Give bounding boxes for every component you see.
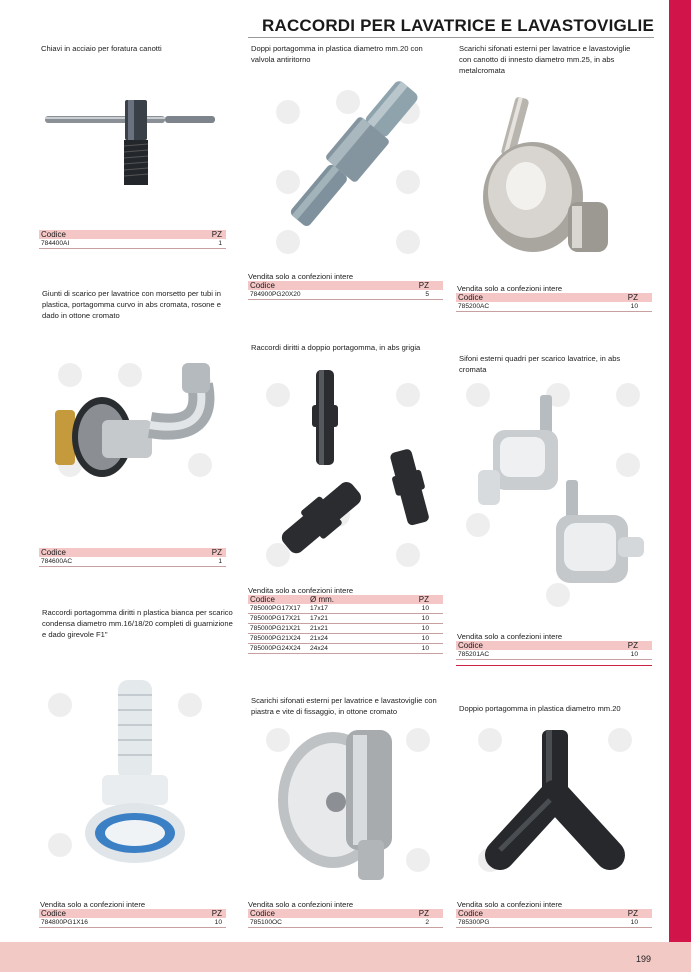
product-table-3: Codice PZ 785200AC 10: [456, 293, 652, 312]
table-row: 785100OC 2: [248, 918, 443, 928]
product-table-7: Codice PZ 784800PG1X16 10: [39, 909, 226, 928]
product-table-9: Codice PZ 785300PG 10: [456, 909, 652, 928]
product-description-8: Scarichi sifonati esterni per lavatrice e lavastoviglie con piastra e vite di fissaggio, in ottone cromato: [251, 696, 437, 716]
accent-side-bar: [669, 0, 691, 972]
col-header-pz: PZ: [163, 230, 226, 239]
table-row: 784900PG20X20 5: [248, 290, 443, 300]
straight-double-hose-fittings-image: [248, 365, 443, 575]
table-row: 785300PG 10: [456, 918, 652, 928]
page-title: RACCORDI PER LAVATRICE E LAVASTOVIGLIE: [261, 16, 654, 35]
vendita-note-5: Vendita solo a confezioni intere: [248, 586, 354, 595]
product-description-5: Raccordi diritti a doppio portagomma, in abs grigia: [251, 343, 421, 352]
double-hose-fitting-image: [248, 72, 443, 262]
vendita-note-9: Vendita solo a confezioni intere: [457, 900, 563, 909]
vendita-note-7: Vendita solo a confezioni intere: [40, 900, 146, 909]
title-divider: [248, 37, 654, 38]
product-table-2: Codice PZ 784900PG20X20 5: [248, 281, 443, 300]
product-description-6: Sifoni esterni quadri per scarico lavatrice, in abs cromata: [459, 354, 621, 374]
table-row: 784600AC 1: [39, 557, 226, 567]
col-header-codice: Codice: [39, 230, 163, 239]
product-table-4: Codice PZ 784600AC 1: [39, 548, 226, 567]
vendita-note-3: Vendita solo a confezioni intere: [457, 284, 563, 293]
table-row: 785000PG17X21 17x21 10: [248, 614, 443, 624]
table-row: 785000PG21X24 21x24 10: [248, 634, 443, 644]
vendita-note-8: Vendita solo a confezioni intere: [248, 900, 354, 909]
plate-siphon-image: [258, 720, 438, 885]
table-row: 785200AC 10: [456, 302, 652, 312]
footer-band: [0, 942, 691, 972]
table-rule: [456, 665, 652, 666]
table-row: 784800PG1X16 10: [39, 918, 226, 928]
product-table-1: [39, 230, 226, 249]
table-row: 785201AC 10: [456, 650, 652, 660]
siphon-drain-image: [458, 92, 653, 267]
washing-machine-elbow-image: [40, 355, 232, 490]
tap-key-image: [40, 90, 230, 200]
table-row: 784400AI 1: [39, 239, 226, 249]
square-siphon-image: [458, 375, 653, 615]
vendita-note-6: Vendita solo a confezioni intere: [457, 632, 563, 641]
product-description-7: Raccordi portagomma diritti n plastica bianca per scarico condensa diametro mm.16/18/20 completi di guarnizione e dado girevole F1": [42, 608, 233, 639]
table-row: 785000PG17X17 17x17 10: [248, 604, 443, 614]
product-description-4: Giunti di scarico per lavatrice con morsetto per tubi in plastica, portagomma curvo in abs cromata, rosone e dado in ottone cromato: [42, 289, 221, 320]
product-table-5: Codice Ø mm. PZ 785000PG17X17 17x17 10 785000PG17X21 17x21 10 785000PG21X21 21x21 10 785000PG21X24 21x24 10 785000PG24X24 24x24 10: [248, 595, 443, 654]
product-description-3: Scarichi sifonati esterni per lavatrice e lavastoviglie con canotto di innesto diametro mm.25, in abs metalcromata: [459, 44, 631, 75]
y-hose-fitting-image: [470, 720, 640, 885]
product-description-9: Doppio portagomma in plastica diametro mm.20: [459, 704, 621, 713]
product-description-2: Doppi portagomma in plastica diametro mm.20 con valvola antiritorno: [251, 44, 423, 64]
table-row: 785000PG24X24 24x24 10: [248, 644, 443, 654]
product-table-8: Codice PZ 785100OC 2: [248, 909, 443, 928]
table-row: 785000PG21X21 21x21 10: [248, 624, 443, 634]
product-description-1: Chiavi in acciaio per foratura canotti: [41, 44, 162, 53]
vendita-note-2: Vendita solo a confezioni intere: [248, 272, 354, 281]
page-number: 199: [635, 954, 651, 964]
product-table-6: Codice PZ 785201AC 10: [456, 641, 652, 660]
white-hose-fitting-image: [40, 675, 232, 885]
